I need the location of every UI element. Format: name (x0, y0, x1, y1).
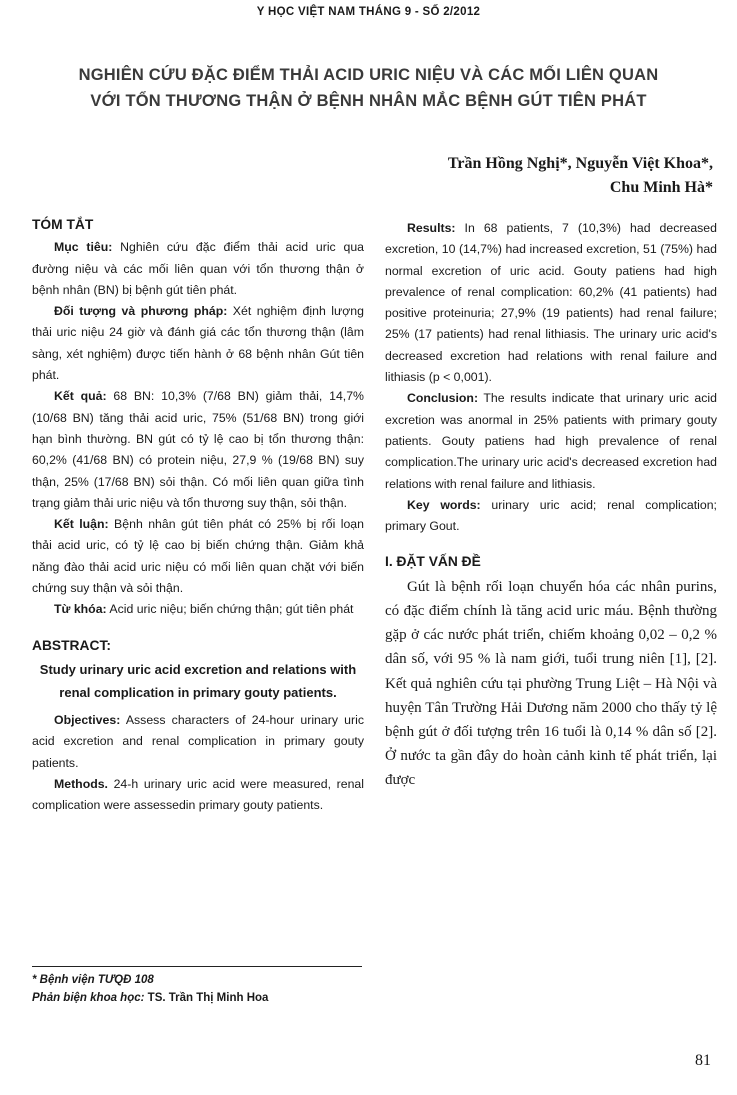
authors (313, 152, 713, 200)
ket-luan-text: Bệnh nhân gút tiên phát có 25% bị rối loạn thải acid uric, có tỷ lệ cao bị biến chứng thận. Giảm khả năng đào thải acid uric niệu có mối liên quan chặt với biến chứng suy thận và sỏi thận. (32, 517, 364, 596)
muc-tieu-paragraph (32, 237, 364, 301)
ket-qua-text: 68 BN: 10,3% (7/68 BN) giảm thải, 14,7% (10/68 BN) tăng thải acid uric, 75% (51/68 BN) trong giới hạn bình thường. BN gút có tỷ lệ cao bị tổn thương thận: 60,2% (41/68 BN) có protein niệu, 27,9 % (19/68 BN) suy thận, 25% (17/68 BN) sỏi thận. Có mối liên quan giữa tình trạng giảm thải uric niệu và tổn thương suy thận, sỏi thận. (32, 389, 364, 510)
objectives-paragraph (32, 710, 364, 774)
abstract-heading: ABSTRACT: (32, 637, 111, 653)
conclusion-label: Conclusion: (407, 391, 479, 406)
section-1-heading: I. ĐẶT VẤN ĐỀ (385, 554, 481, 570)
abstract-title: Study urinary uric acid excretion and relations with renal complication in primary gouty patients. (39, 661, 357, 700)
ket-luan-paragraph (32, 514, 364, 599)
methods-paragraph (32, 774, 364, 817)
article-title (60, 62, 677, 114)
conclusion-paragraph (385, 388, 717, 494)
key-words-paragraph (385, 495, 717, 538)
doi-tuong-paragraph (32, 301, 364, 386)
doi-tuong-label: Đối tượng và phương pháp: (54, 304, 228, 319)
footnote-reviewer (32, 992, 268, 1004)
results-label: Results: (407, 221, 456, 235)
right-column (385, 218, 717, 793)
left-column (32, 214, 364, 816)
muc-tieu-label: Mục tiêu: (54, 240, 113, 255)
tom-tat-heading: TÓM TẮT (32, 217, 94, 232)
conclusion-text: The results indicate that urinary uric acid excretion was anormal in 25% patients with primary gouty patients. Gouty patiens had high prevalence of renal complication.The urinary uric acid's decreased excretion had relations with renal failure and lithiasis. (385, 391, 717, 491)
doi-tuong-text: Xét nghiệm định lượng thải uric niệu 24 giờ và đánh giá các tổn thương thận (lâm sàng, xét nghiệm) được tiến hành ở 68 bệnh nhân Gút tiên phát. (32, 304, 364, 383)
methods-text: 24-h urinary uric acid were measured, renal complication were assessedin primary gouty patients. (32, 776, 364, 813)
authors-line-1: Trần Hồng Nghị*, Nguyễn Việt Khoa*, (447, 155, 713, 172)
muc-tieu-text: Nghiên cứu đặc điểm thải acid uric qua đường niệu và các mối liên quan với tổn thương thận ở bệnh nhân (BN) bị bệnh gút tiên phát. (32, 240, 365, 297)
section-1-text: Gút là bệnh rối loạn chuyển hóa các nhân purins, có đặc điểm chính là tăng acid uric máu. Bệnh thường gặp ở các nước phát triển, chiếm khoảng 0,02 – 0,2 % dân số, với 95 % là nam giới, tuổi trung niên [1], [2]. Kết quả nghiên cứu tại phường Trung Liệt – Hà Nội và huyện Tân Trường Hải Dương năm 2000 cho thấy tỷ lệ bệnh gút ở đối tượng trên 16 tuổi là 0,14 % dân số [2]. Ở nước ta gần đây do hoàn cảnh kinh tế phát triển, lại được (385, 578, 717, 789)
authors-line-2: Chu Minh Hà* (609, 179, 713, 196)
title-line-2: VỚI TỔN THƯƠNG THẬN Ở BỆNH NHÂN MẮC BỆNH GÚT TIÊN PHÁT (90, 92, 647, 110)
objectives-text: Assess characters of 24-hour urinary uric acid excretion and renal complication in primary gouty patients. (32, 712, 364, 770)
footnote-affiliation: * Bệnh viện TƯQĐ 108 (32, 974, 154, 986)
ket-luan-label: Kết luận: (54, 517, 109, 532)
results-text: In 68 patients, 7 (10,3%) had decreased excretion, 10 (14,7%) had increased excretion, 51 (75%) had normal excretion of uric acid. Gouty patiens had high prevalence of renal complication: 60,2% (41 patients) had positive proteinuria; 27,9% (19 patients) had renal failure; 25% (17 patients) had renal lithiasis. The urinary uric acid's decreased excretion had relations with renal failure and lithiasis (p < 0,001). (385, 221, 717, 385)
objectives-label: Objectives: (54, 712, 121, 727)
reviewer-name: TS. Trần Thị Minh Hoa (144, 992, 269, 1004)
ket-qua-label: Kết quả: (54, 389, 107, 404)
title-line-1: NGHIÊN CỨU ĐẶC ĐIỂM THẢI ACID URIC NIỆU VÀ CÁC MỐI LIÊN QUAN (78, 66, 659, 84)
tu-khoa-label: Từ khóa: (54, 602, 107, 617)
footnote-divider (32, 966, 362, 967)
ket-qua-paragraph (32, 386, 364, 514)
methods-label: Methods. (54, 776, 108, 791)
key-words-text: urinary uric acid; renal complication; primary Gout. (385, 497, 717, 534)
tu-khoa-paragraph (32, 599, 364, 620)
page-number: 81 (695, 1052, 711, 1069)
journal-header: Y HỌC VIỆT NAM THÁNG 9 - SỐ 2/2012 (256, 6, 481, 18)
tu-khoa-text: Acid uric niệu; biến chứng thận; gút tiên phát (106, 602, 354, 617)
results-paragraph (385, 218, 717, 388)
key-words-label: Key words: (407, 497, 481, 512)
reviewer-label: Phản biện khoa học: (32, 992, 145, 1004)
